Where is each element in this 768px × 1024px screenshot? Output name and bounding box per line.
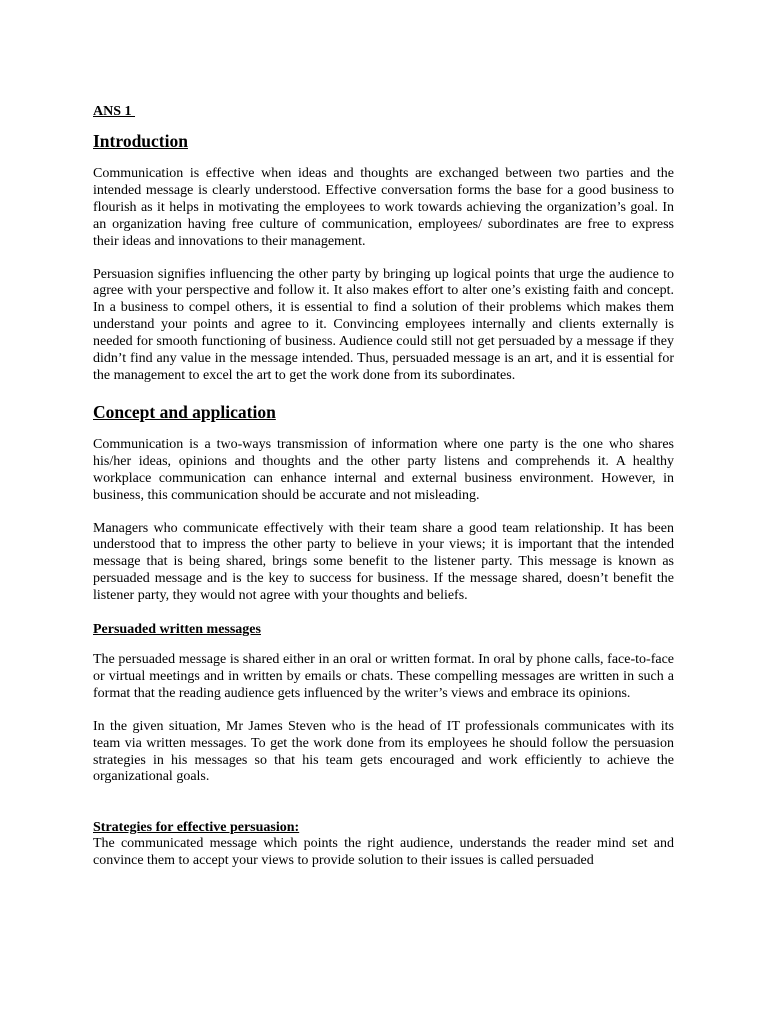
- introduction-paragraph-2: Persuasion signifies influencing the other party by bringing up logical points that urge the audience to agree with your perspective and follow it. It also makes effort to alter one’s existing faith and concept. In a business to compel others, it is essential to find a solution of their problems which makes them understand your points and agree to it. Convincing employees internally and clients externally is needed for smooth functioning of business. Audience could still not get persuaded by a message if they didn’t find any value in the message intended. Thus, persuaded message is an art, and it is essential for the management to excel the art to get the work done from its subordinates.: [93, 266, 674, 383]
- document-page: [93, 103, 674, 870]
- strategies-heading: Strategies for effective persuasion:: [93, 820, 300, 836]
- spacer: [93, 802, 674, 819]
- strategies-paragraph-1: The communicated message which points the right audience, understands the reader mind set and convince them to accept your views to provide solution to their issues is called persuaded: [93, 836, 674, 869]
- concept-paragraph-1: Communication is a two-ways transmission of information where one party is the one who shares his/her ideas, opinions and thoughts and the other party listens and comprehends it. A healthy workplace communication can enhance internal and external business environment. However, in business, this communication should be accurate and not misleading.: [93, 436, 674, 503]
- persuaded-written-paragraph-1: The persuaded message is shared either in an oral or written format. In oral by phone calls, face-to-face or virtual meetings and in written by emails or chats. These compelling messages are written in such a format that the reading audience gets influenced by the writer’s views and embrace its opinions.: [93, 652, 674, 701]
- concept-paragraph-2: Managers who communicate effectively with their team share a good team relationship. It has been understood that to impress the other party to believe in your views; it is important that the intended message that is being shared, brings some benefit to the listener party. This message is known as persuaded message and is the key to success for business. If the message shared, doesn’t benefit the listener party, they would not agree with your thoughts and beliefs.: [93, 520, 674, 604]
- persuaded-written-paragraph-2: In the given situation, Mr James Steven who is the head of IT professionals communicates with its team via written messages. To get the work done from its employees he should follow the persuasion strategies in his messages so that his team gets encouraged and work efficiently to achieve the organizational goals.: [93, 718, 674, 785]
- concept-heading: Concept and application: [93, 401, 276, 422]
- persuaded-written-heading: Persuaded written messages: [93, 622, 261, 638]
- introduction-paragraph-1: Communication is effective when ideas and thoughts are exchanged between two parties and the intended message is clearly understood. Effective conversation forms the base for a good business to flourish as it helps in motivating the employees to work towards achieving the organization’s goal. In an organization having free culture of communication, employees/ subordinates are free to express their ideas and innovations to their management.: [93, 166, 674, 249]
- answer-label: ANS 1: [93, 104, 136, 119]
- introduction-heading: Introduction: [93, 131, 188, 151]
